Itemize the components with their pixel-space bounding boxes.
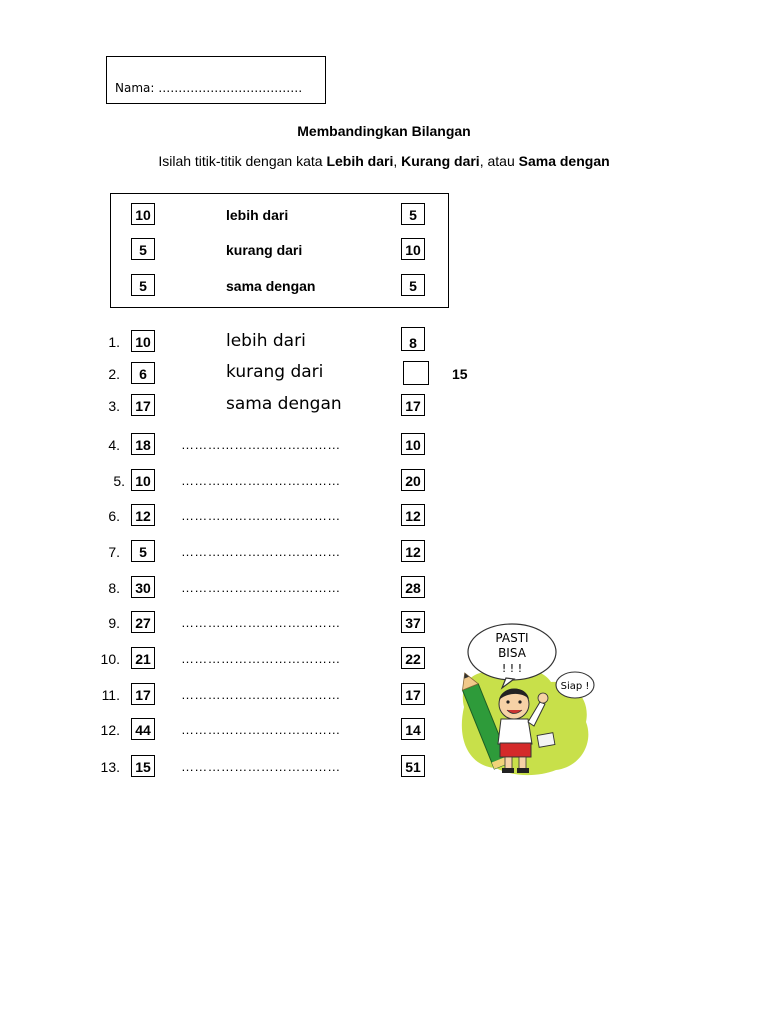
answer-blank[interactable]: ………………………………	[181, 722, 341, 737]
question-left-number: 18	[131, 433, 155, 455]
question-number: 6.	[108, 508, 120, 524]
question-left-number: 6	[131, 362, 155, 384]
question-right-number: 12	[401, 504, 425, 526]
question-left-number: 17	[131, 394, 155, 416]
bubble-text-line-3: ! ! !	[501, 662, 523, 675]
name-field-box	[106, 56, 326, 104]
instruction-option-3: Sama dengan	[518, 153, 610, 169]
example-right-number: 5	[401, 203, 425, 225]
question-number: 11.	[101, 687, 120, 703]
bubble-small-text: Siap !	[560, 681, 590, 692]
question-left-number: 12	[131, 504, 155, 526]
bubble-text-line-2: BISA	[498, 646, 526, 660]
question-right-number: 37	[401, 611, 425, 633]
question-number: 9.	[108, 615, 120, 631]
question-right-number: 10	[401, 433, 425, 455]
question-number: 4.	[108, 437, 120, 453]
question-right-number: 8	[401, 327, 425, 351]
question-left-number: 30	[131, 576, 155, 598]
example-relation: sama dengan	[226, 278, 316, 294]
boy-shirt	[498, 719, 532, 744]
eraser-icon	[537, 733, 555, 748]
question-number: 13.	[100, 759, 120, 775]
instruction-option-2: Kurang dari	[401, 153, 480, 169]
question-right-number: 12	[401, 540, 425, 562]
question-number: 3.	[108, 398, 120, 414]
answer-blank[interactable]: ………………………………	[181, 615, 341, 630]
example-relation: lebih dari	[226, 207, 289, 223]
question-left-number: 10	[131, 469, 155, 491]
example-relation: kurang dari	[226, 242, 303, 258]
answer-blank[interactable]: ………………………………	[181, 508, 341, 523]
question-right-number: 20	[401, 469, 425, 491]
answer-blank[interactable]: ………………………………	[181, 473, 341, 488]
question-left-number: 44	[131, 718, 155, 740]
question-number: 2.	[108, 366, 120, 382]
bubble-text-line-1: PASTI	[495, 631, 529, 645]
instruction-sep-2: , atau	[479, 153, 519, 169]
question-left-number: 15	[131, 755, 155, 777]
question-number: 1.	[108, 334, 120, 350]
worksheet-title: Membandingkan Bilangan	[297, 123, 471, 139]
question-right-number: 22	[401, 647, 425, 669]
question-extra-number: 15	[452, 366, 468, 382]
question-relation: kurang dari	[226, 362, 324, 382]
instruction-sep-1: ,	[393, 153, 402, 169]
question-left-number: 5	[131, 540, 155, 562]
answer-box-empty[interactable]	[403, 361, 429, 385]
example-left-number: 5	[131, 238, 155, 260]
boy-raised-hand	[538, 693, 548, 703]
question-right-number: 28	[401, 576, 425, 598]
instruction-option-1: Lebih dari	[326, 153, 394, 169]
answer-blank[interactable]: ………………………………	[181, 759, 341, 774]
example-right-number: 5	[401, 274, 425, 296]
question-right-number: 17	[401, 683, 425, 705]
question-left-number: 17	[131, 683, 155, 705]
question-right-number: 17	[401, 394, 425, 416]
answer-blank[interactable]: ………………………………	[181, 544, 341, 559]
question-left-number: 10	[131, 330, 155, 352]
question-number: 10.	[100, 651, 120, 667]
answer-blank[interactable]: ………………………………	[181, 651, 341, 666]
question-number: 7.	[108, 544, 120, 560]
question-relation: sama dengan	[226, 394, 342, 414]
example-right-number: 10	[401, 238, 425, 260]
answer-blank[interactable]: ………………………………	[181, 580, 341, 595]
instruction	[0, 153, 768, 169]
answer-blank[interactable]: ………………………………	[181, 687, 341, 702]
example-left-number: 10	[131, 203, 155, 225]
instruction-prefix: Isilah titik-titik dengan kata	[158, 153, 327, 169]
question-number: 12.	[100, 722, 120, 738]
name-field[interactable]: Nama: ………………………………	[115, 81, 303, 95]
question-right-number: 51	[401, 755, 425, 777]
question-left-number: 21	[131, 647, 155, 669]
question-left-number: 27	[131, 611, 155, 633]
question-right-number: 14	[401, 718, 425, 740]
answer-blank[interactable]: ………………………………	[181, 437, 341, 452]
question-number: 5.	[113, 473, 125, 489]
boy-shorts	[500, 743, 531, 757]
example-left-number: 5	[131, 274, 155, 296]
question-relation: lebih dari	[226, 331, 306, 351]
cartoon-boy-with-pencil-illustration	[456, 622, 596, 777]
question-number: 8.	[108, 580, 120, 596]
